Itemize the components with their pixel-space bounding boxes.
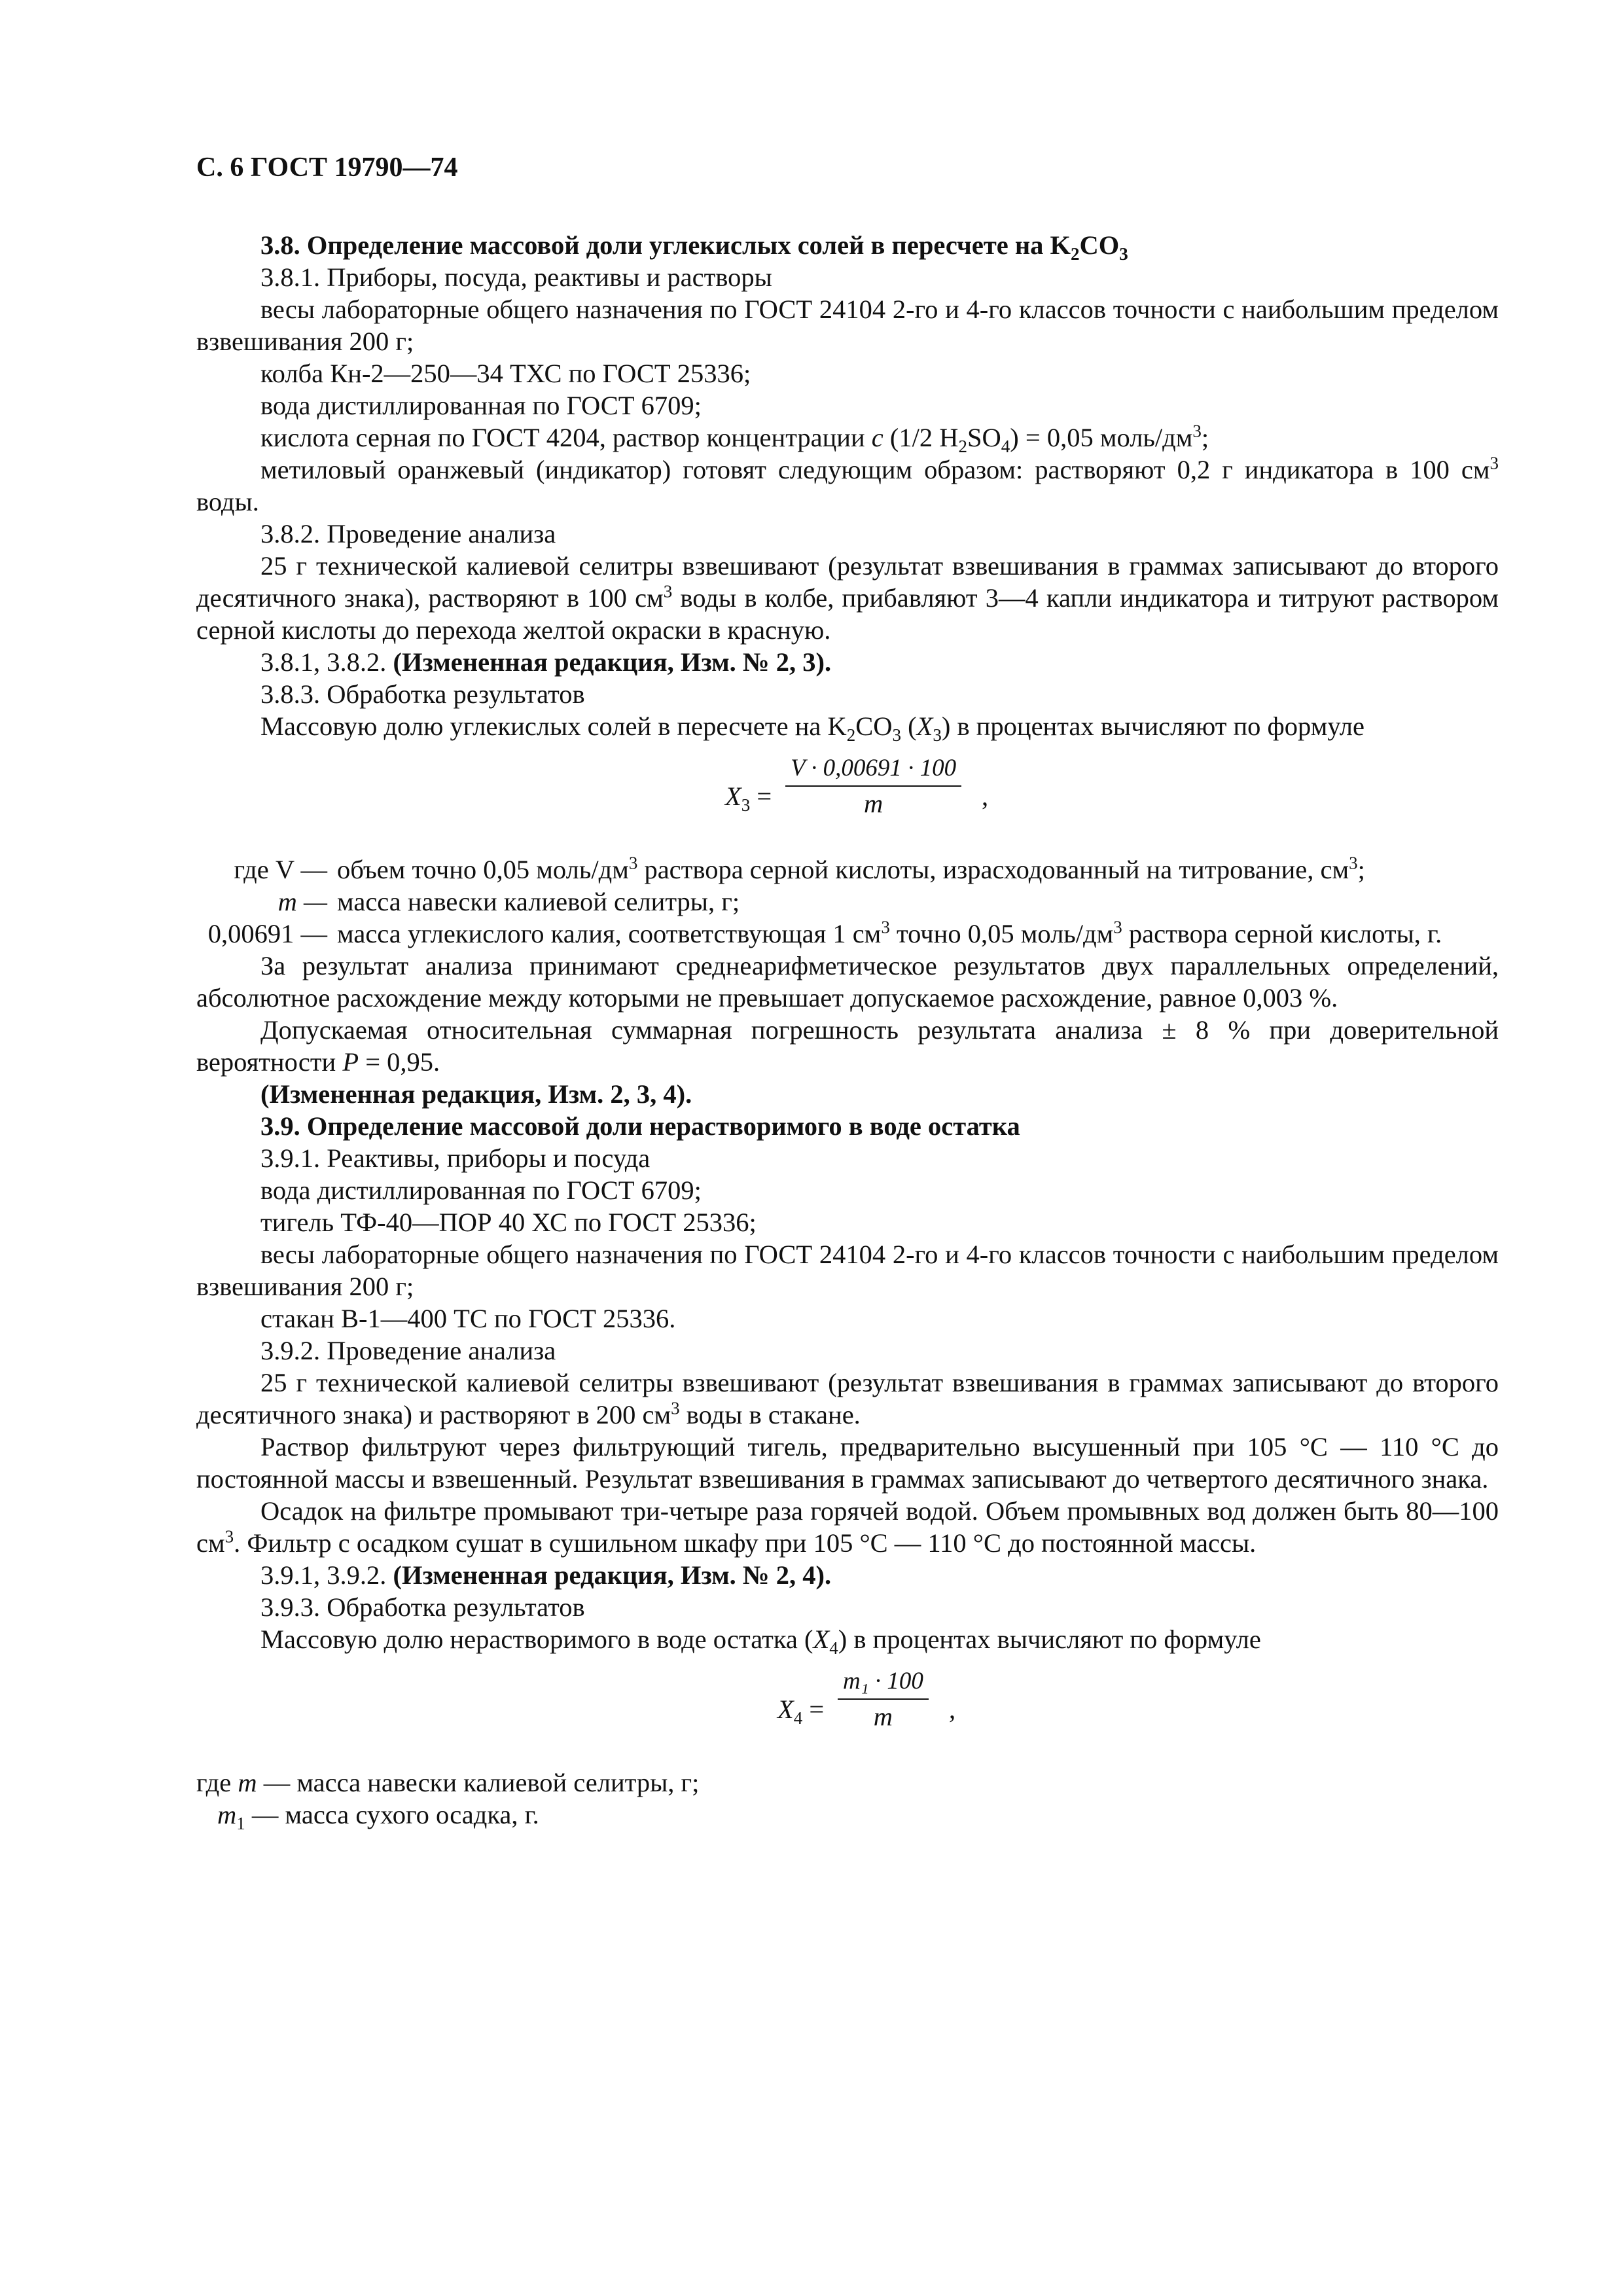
reagent-item: вода дистиллированная по ГОСТ 6709; [260,1175,702,1205]
subsection-3-9-2: 3.9.2. Проведение анализа [260,1336,556,1365]
page-header: С. 6 ГОСТ 19790—74 [196,152,458,183]
amendment-note: 3.8.1, 3.8.2. (Измененная редакция, Изм. № 2, 3). [260,647,832,677]
procedure-paragraph: Осадок на фильтре промывают три-четыре раза горячей водой. Объем промывных вод должен быть 80—100 $см^3$. Фильтр с осадком сушат в сушильном шкафу при 105 °С — 110 °С до постоянной массы. [196,1496,1499,1558]
definition-m: где m — масса навески калиевой селитры, г; [196,1768,700,1797]
subsection-3-9-3: 3.9.3. Обработка результатов [260,1592,585,1622]
reagent-item: кислота серная по ГОСТ 4204, раствор концентрации c (1/2 $H_2SO_4) = 0,05$ моль/$дм^3$; [260,421,1209,457]
section-title-3-9: 3.9. Определение массовой доли нерастворимого в воде остатка [260,1111,1020,1141]
procedure-paragraph: 25 г технической калиевой селитры взвешивают (результат взвешивания в граммах записывают до второго десятичного знака) и растворяют в 200 $см^3$ воды в стакане. [196,1368,1499,1429]
subsection-3-9-1: 3.9.1. Реактивы, приборы и посуда [260,1143,651,1173]
amendment-note: (Измененная редакция, Изм. 2, 3, 4). [260,1079,692,1109]
procedure-paragraph: 25 г технической калиевой селитры взвешивают (результат взвешивания в граммах записывают до второго десятичного знака), растворяют в 100 $см^3$ воды в колбе, прибавляют 3—4 капли индикатора и титруют раствором серной кислоты до перехода желтой окраски в красную. [196,551,1499,645]
subsection-3-8-1: 3.8.1. Приборы, посуда, реактивы и растворы [260,262,772,292]
section-title-3-8: 3.8. Определение массовой доли углекислых солей в пересчете на $K_2CO_3$ [260,230,1128,264]
formula-x3: $X_3$ = $\frac{V \cdot 0,00691 \cdot 100}{m}$ , [196,751,1499,850]
reagent-item: стакан В-1—400 ТС по ГОСТ 25336. [260,1304,676,1333]
reagent-item: вода дистиллированная по ГОСТ 6709; [260,391,702,420]
definition-m: m — масса навески калиевой селитры, г; [277,887,740,916]
formula-denominator: m [863,789,883,818]
formula-fraction [838,1664,929,1734]
result-paragraph: За результат анализа принимают среднеарифметическое результатов двух параллельных определений, абсолютное расхождение между которыми не превышает допускаемое расхождение, равное 0,003 %. [196,951,1499,1013]
formula-numerator: V · 0,00691 · 100 [785,751,961,787]
formula-x4: $X_4$ = $\frac{\text{m₁ · 100}}{m}$ , [196,1664,1499,1763]
amendment-note: 3.9.1, 3.9.2. (Измененная редакция, Изм. № 2, 4). [260,1560,832,1590]
error-paragraph: Допускаемая относительная суммарная погрешность результата анализа ± 8 % при доверительной вероятности P = 0,95. [196,1015,1499,1077]
document-body [196,229,1499,1834]
definition-constant: 0,00691 — масса углекислого калия, соответствующая 1 $см^3$ точно 0,05 моль/$дм^3$ раствора серной кислоты, г. [207,917,1442,948]
reagent-item: весы лабораторные общего назначения по ГОСТ 24104 2-го и 4-го классов точности с наибольшим пределом взвешивания 200 г; [196,295,1499,356]
formula-numerator: m₁ · 100 [838,1664,929,1700]
calculation-intro: Массовую долю углекислых солей в пересчете на $K_2CO_3$ $(X_3)$ в процентах вычисляют по формуле [260,711,1364,745]
reagent-item: весы лабораторные общего назначения по ГОСТ 24104 2-го и 4-го классов точности с наибольшим пределом взвешивания 200 г; [196,1240,1499,1301]
reagent-item: метиловый оранжевый (индикатор) готовят следующим образом: растворяют 0,2 г индикатора в 100 $см^3$ воды. [196,453,1499,516]
definition-v: где V — объем точно 0,05 моль/$дм^3$ раствора серной кислоты, израсходованный на титрование, $см^3$; [234,853,1365,884]
procedure-paragraph: Раствор фильтруют через фильтрующий тигель, предварительно высушенный при 105 °С — 110 °С до постоянной массы и взвешенный. Результат взвешивания в граммах записывают до четвертого десятичного знака. [196,1432,1499,1494]
reagent-item: тигель ТФ-40—ПОР 40 ХС по ГОСТ 25336; [260,1208,757,1237]
formula-fraction [785,751,961,821]
formula-denominator: m [873,1702,893,1731]
reagent-item: колба Кн-2—250—34 ТХС по ГОСТ 25336; [260,359,751,388]
subsection-3-8-2: 3.8.2. Проведение анализа [260,519,556,548]
subsection-3-8-3: 3.8.3. Обработка результатов [260,679,585,709]
calculation-intro: Массовую долю нерастворимого в воде остатка $(X_4)$ в процентах вычисляют по формуле [260,1624,1261,1659]
definition-m1: $m_1$ — масса сухого осадка, г. [217,1800,539,1834]
